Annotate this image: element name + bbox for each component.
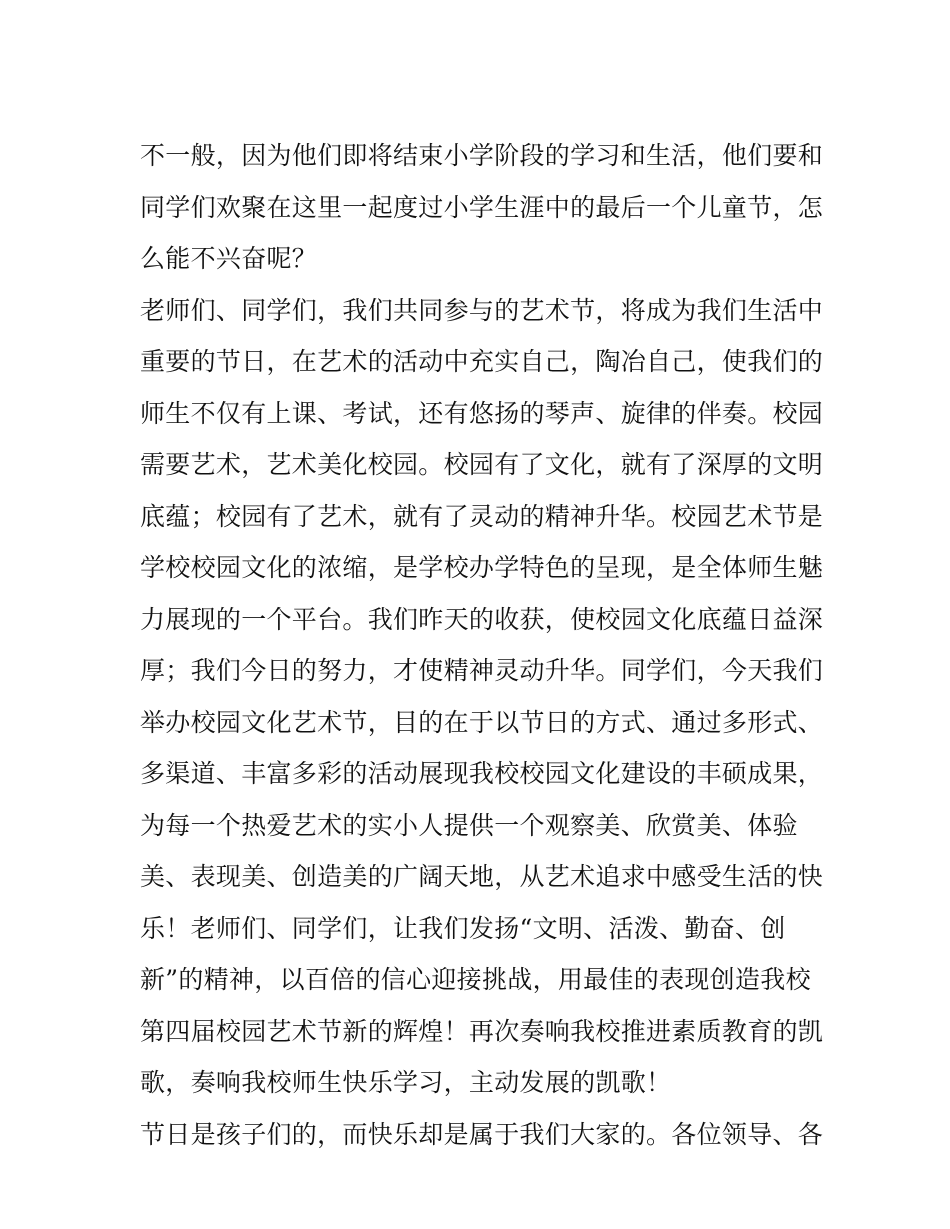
text-line: 学校校园文化的浓缩，是学校办学特色的呈现，是全体师生魅	[140, 553, 824, 582]
text-line: 么能不兴奋呢？	[140, 244, 318, 273]
text-line: 底蕴；校园有了艺术，就有了灵动的精神升华。校园艺术节是	[140, 501, 824, 531]
text-line: 力展现的一个平台。我们昨天的收获，使校园文化底蕴日益深	[140, 604, 824, 634]
text-line: 不一般，因为他们即将结束小学阶段的学习和生活，他们要和	[140, 141, 824, 170]
text-line: 重要的节日，在艺术的活动中充实自己，陶冶自己，使我们的	[140, 347, 824, 376]
text-line: 同学们欢聚在这里一起度过小学生涯中的最后一个儿童节，怎	[140, 192, 824, 222]
text-line: 需要艺术，艺术美化校园。校园有了文化，就有了深厚的文明	[140, 450, 824, 479]
text-line: 新”的精神，以百倍的信心迎接挑战，用最佳的表现创造我校	[140, 965, 811, 994]
text-line: 为每一个热爱艺术的实小人提供一个观察美、欣赏美、体验	[140, 810, 798, 840]
text-line: 老师们、同学们，我们共同参与的艺术节，将成为我们生活中	[140, 295, 824, 325]
text-line: 美、表现美、创造美的广阔天地，从艺术追求中感受生活的快	[140, 862, 824, 891]
text-line: 乐！老师们、同学们，让我们发扬“文明、活泼、勤奋、创	[140, 913, 786, 943]
text-line: 厚；我们今日的努力，才使精神灵动升华。同学们，今天我们	[140, 656, 824, 685]
text-line: 师生不仅有上课、考试，还有悠扬的琴声、旋律的伴奏。校园	[140, 398, 824, 428]
text-line: 节日是孩子们的，而快乐却是属于我们大家的。各位领导、各	[140, 1119, 824, 1149]
text-line: 第四届校园艺术节新的辉煌！再次奏响我校推进素质教育的凯	[140, 1016, 824, 1046]
text-line: 举办校园文化艺术节，目的在于以节日的方式、通过多形式、	[140, 707, 824, 737]
body-text	[140, 130, 824, 1160]
text-line: 歌，奏响我校师生快乐学习，主动发展的凯歌！	[140, 1068, 672, 1097]
text-line: 多渠道、丰富多彩的活动展现我校校园文化建设的丰硕成果，	[140, 759, 824, 788]
